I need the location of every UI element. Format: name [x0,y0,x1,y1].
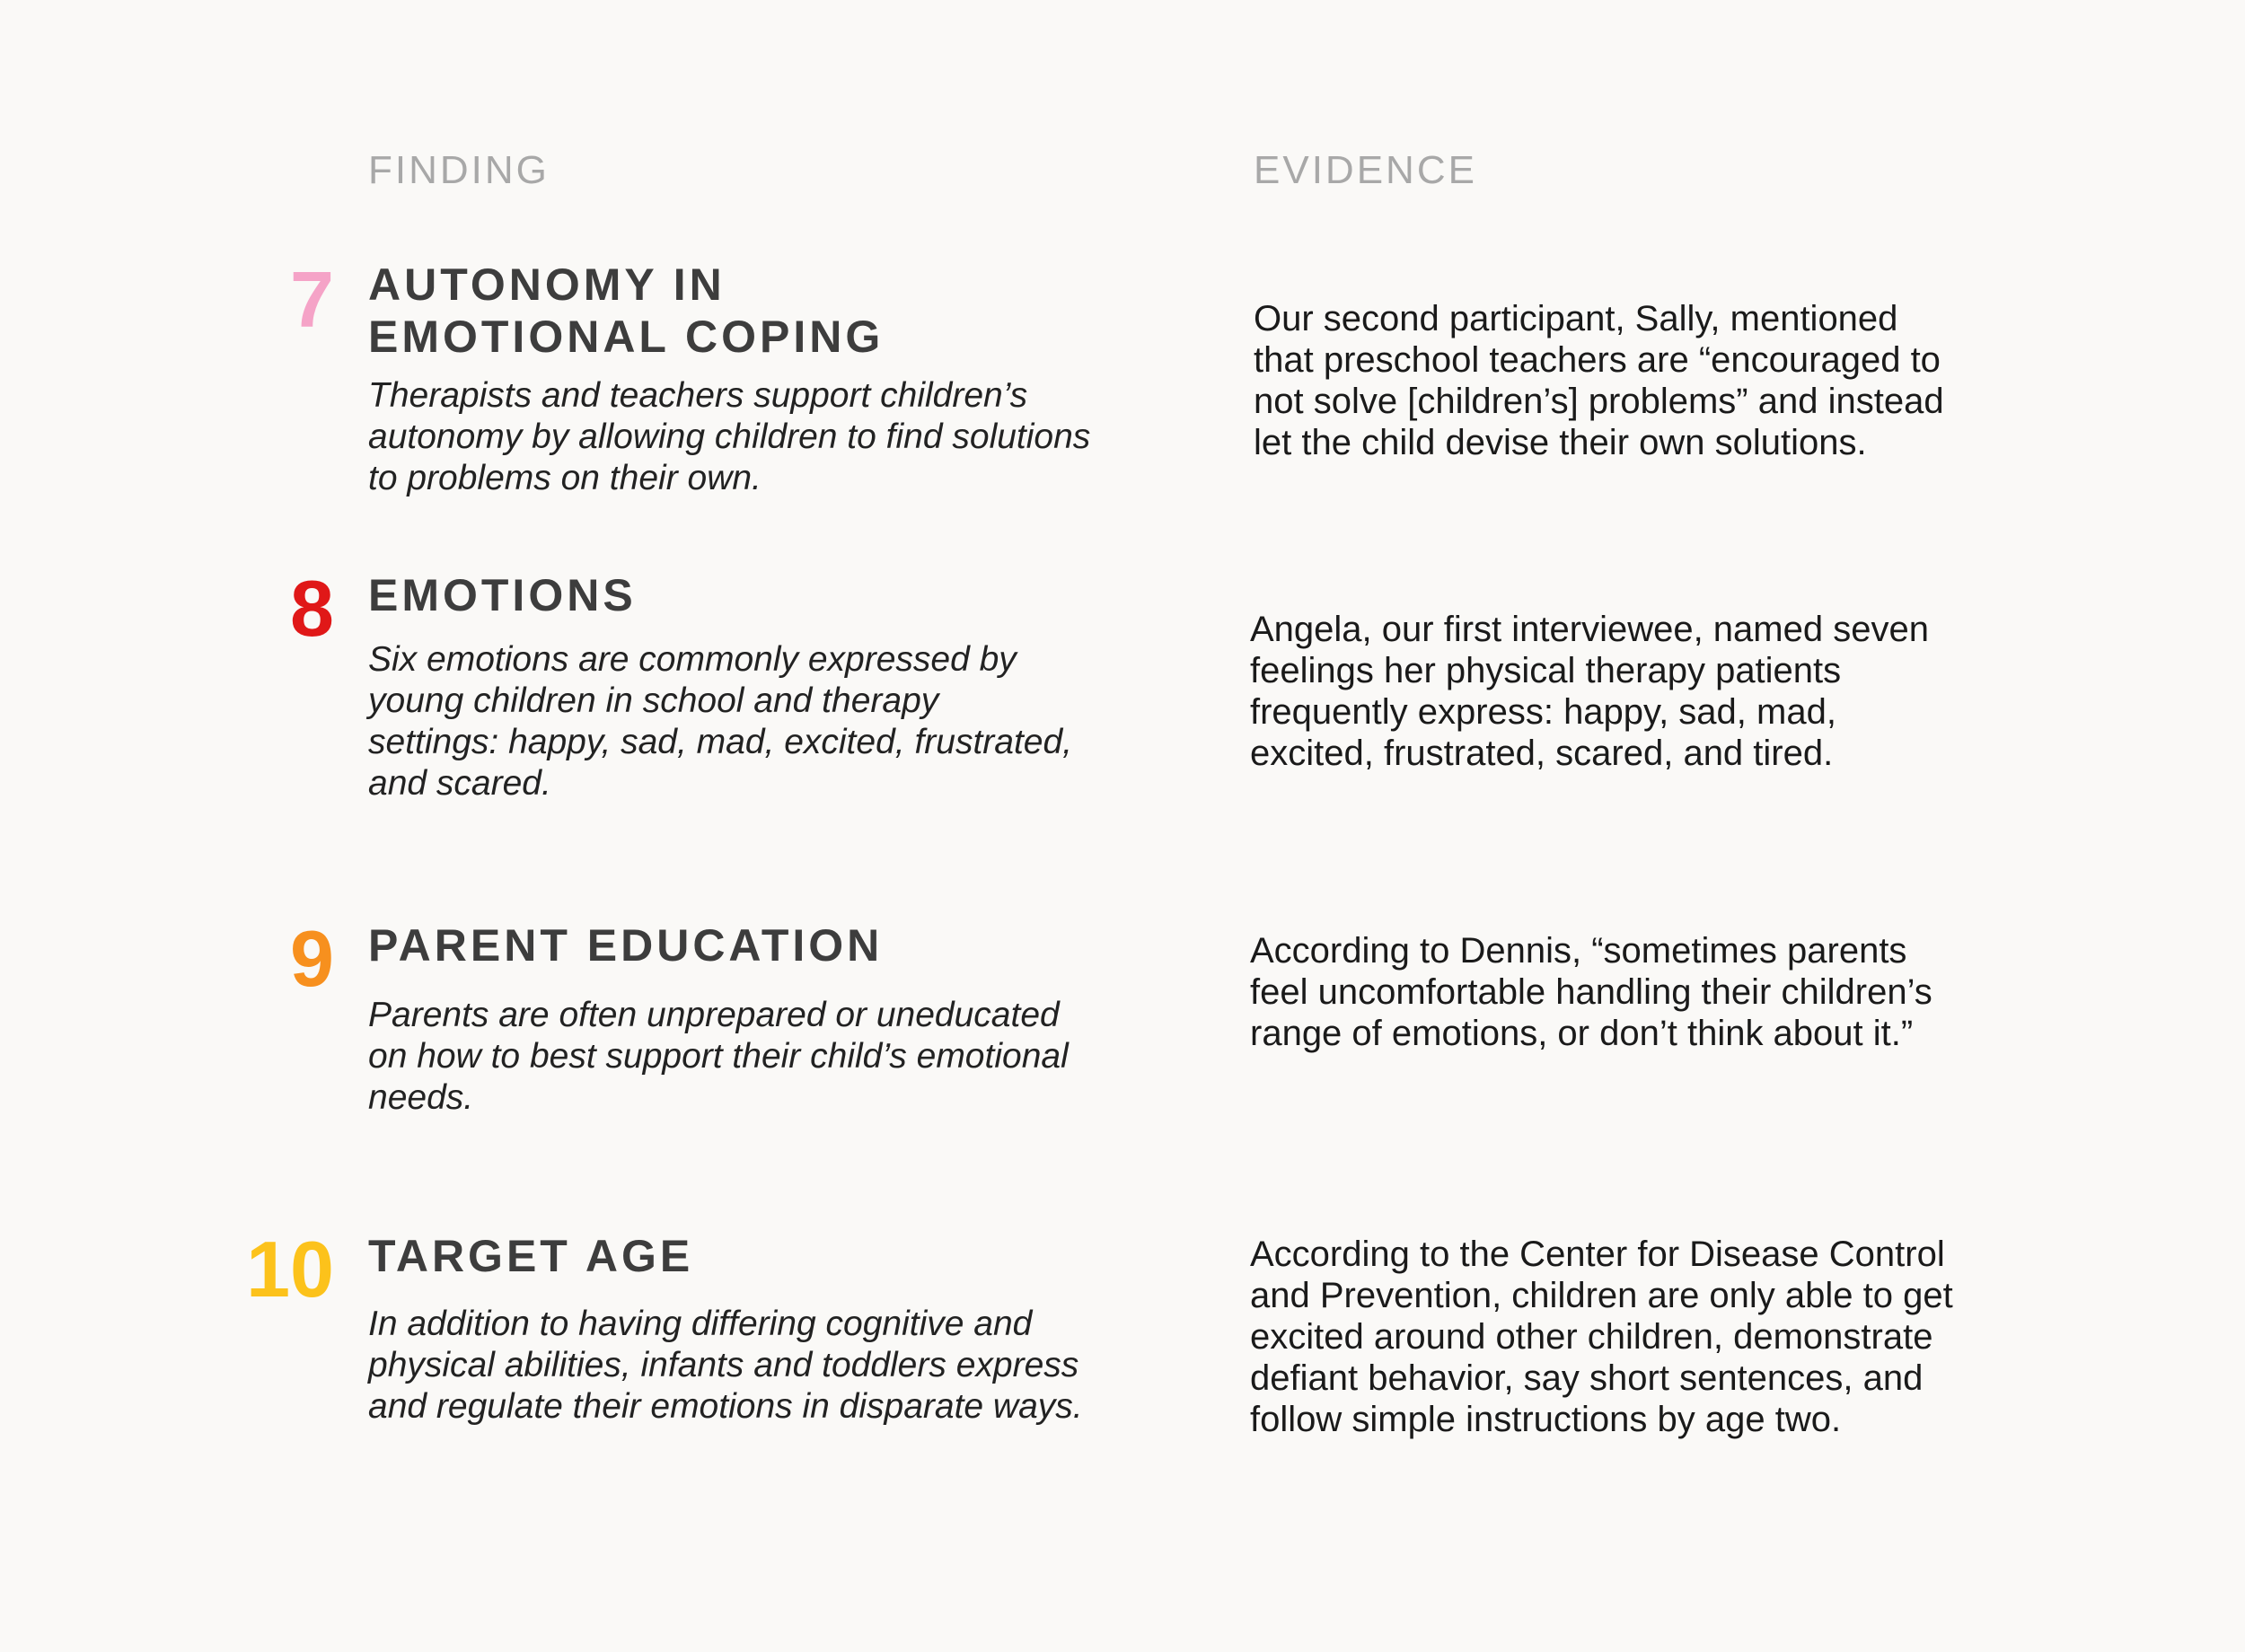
finding-title: EMOTIONS [368,570,637,620]
evidence-text: Our second participant, Sally, mentioned that preschool teachers are “encouraged to not solve [children’s] problems” and instead let the child devise their own solutions. [1254,299,1944,462]
evidence-text: According to the Center for Disease Control and Prevention, children are only able to get excited around other children, demonstrate defiant behavior, say short sentences, and follow simple instructions by age two. [1250,1235,1953,1439]
finding-number-9: 9 [290,914,334,1003]
evidence-text: According to Dennis, “sometimes parents feel uncomfortable handling their children’s range of emotions, or don’t think about it.” [1250,931,1932,1053]
finding-title: AUTONOMY IN EMOTIONAL COPING [368,259,885,362]
column-header-evidence: EVIDENCE [1254,148,1477,192]
finding-number-7: 7 [290,255,334,344]
finding-description: In addition to having differing cognitive and physical abilities, infants and toddlers express and regulate their emotions in disparate ways. [368,1305,1083,1426]
finding-number-8: 8 [290,564,334,653]
finding-description: Therapists and teachers support children’s autonomy by allowing children to find solutions to problems on their own. [368,376,1091,497]
evidence-text: Angela, our first interviewee, named seven feelings her physical therapy patients frequently express: happy, sad, mad, excited, frustrated, scared, and tired. [1250,610,1929,773]
finding-title: TARGET AGE [368,1231,694,1281]
finding-number-10: 10 [246,1225,334,1314]
column-header-finding: FINDING [368,148,550,192]
finding-description: Six emotions are commonly expressed by young children in school and therapy settings: happy, sad, mad, excited, frustrated, and scared. [368,640,1073,803]
finding-title: PARENT EDUCATION [368,920,884,971]
finding-description: Parents are often unprepared or uneducated on how to best support their child’s emotional needs. [368,996,1069,1117]
